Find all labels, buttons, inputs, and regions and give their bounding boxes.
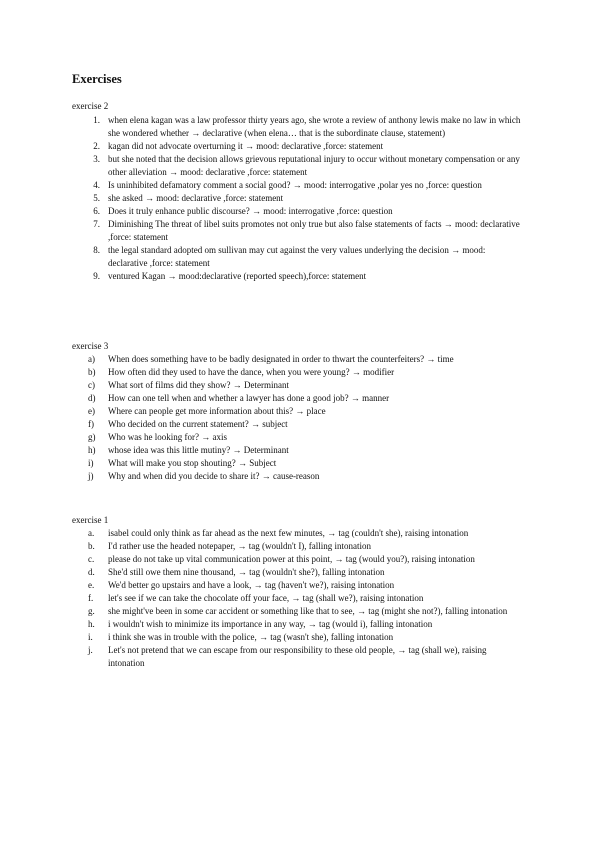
section-label-exercise-3: exercise 3 [72, 341, 109, 351]
list-item [72, 644, 524, 670]
item-text: What sort of films did they show? → Determinant [108, 380, 289, 390]
item-text: Diminishing The threat of libel suits promotes not only true but also false statements of facts → mood: declarative ,force: statement [108, 219, 520, 242]
item-text: Where can people get more information about this? → place [108, 406, 326, 416]
item-text: ventured Kagan → mood:declarative (reported speech),force: statement [108, 271, 367, 281]
item-letter: a) [88, 354, 95, 364]
list-item [72, 153, 524, 179]
list-item [72, 114, 524, 140]
item-text: How often did they used to have the dance, when you were young? → modifier [108, 367, 395, 377]
list-item [72, 631, 524, 644]
list-item [72, 270, 524, 283]
item-text: when elena kagan was a law professor thirty years ago, she wrote a review of anthony lewis make no law in which she wondered whether → declarative (when elena… that is the subordinate clause, statement) [108, 115, 521, 138]
item-letter: g) [88, 432, 96, 442]
list-item [72, 605, 524, 618]
item-letter: h. [88, 619, 95, 629]
item-number: 8. [93, 245, 100, 255]
item-text: let's see if we can take the chocolate off your face, → tag (shall we?), raising intonation [108, 593, 424, 603]
item-text: i wouldn't wish to minimize its importance in any way, → tag (would i), falling intonation [108, 619, 433, 629]
list-item [72, 553, 524, 566]
list-item [72, 418, 524, 431]
list-item [72, 431, 524, 444]
item-number: 4. [93, 180, 100, 190]
item-text: When does something have to be badly designated in order to thwart the counterfeiters? → time [108, 354, 454, 364]
item-letter: j. [88, 645, 93, 655]
item-letter: c) [88, 380, 95, 390]
list-item [72, 205, 524, 218]
list-item [72, 444, 524, 457]
list-item [72, 579, 524, 592]
item-text: Is uninhibited defamatory comment a social good? → mood: interrogative ,polar yes no ,force: question [108, 180, 482, 190]
item-text: please do not take up vital communication power at this point, → tag (would you?), raising intonation [108, 554, 475, 564]
item-text: She'd still owe them nine thousand, → tag (wouldn't she?), falling intonation [108, 567, 385, 577]
list-item [72, 179, 524, 192]
item-letter: i. [88, 632, 93, 642]
page-title: Exercises [72, 72, 122, 86]
item-number: 3. [93, 154, 100, 164]
exercise-1-list [72, 527, 524, 670]
list-item [72, 457, 524, 470]
section-label-exercise-2: exercise 2 [72, 101, 109, 111]
item-letter: b) [88, 367, 96, 377]
list-item [72, 218, 524, 244]
list-item [72, 540, 524, 553]
item-letter: j) [88, 471, 94, 481]
list-item [72, 566, 524, 579]
item-letter: i) [88, 458, 94, 468]
item-letter: d) [88, 393, 96, 403]
item-number: 9. [93, 271, 100, 281]
item-text: Let's not pretend that we can escape from our responsibility to these old people, → tag (shall we), raising intonation [108, 645, 487, 668]
item-text: I'd rather use the headed notepaper, → tag (wouldn't I), falling intonation [108, 541, 372, 551]
item-text: but she noted that the decision allows grievous reputational injury to occur without monetary compensation or any other alleviation → mood: declarative ,force: statement [108, 154, 520, 177]
item-text: Why and when did you decide to share it? → cause-reason [108, 471, 320, 481]
list-item [72, 392, 524, 405]
list-item [72, 244, 524, 270]
item-letter: a. [88, 528, 95, 538]
exercise-3-list [72, 353, 524, 483]
item-text: i think she was in trouble with the police, → tag (wasn't she), falling intonation [108, 632, 394, 642]
item-text: What will make you stop shouting? → Subject [108, 458, 277, 468]
item-text: kagan did not advocate overturning it → mood: declarative ,force: statement [108, 141, 384, 151]
item-letter: f) [88, 419, 94, 429]
item-text: she might've been in some car accident or something like that to see, → tag (might she not?), falling intonation [108, 606, 508, 616]
item-text: isabel could only think as far ahead as the next few minutes, → tag (couldn't she), raising intonation [108, 528, 469, 538]
list-item [72, 192, 524, 205]
item-letter: b. [88, 541, 95, 551]
list-item [72, 140, 524, 153]
item-number: 7. [93, 219, 100, 229]
item-text: she asked → mood: declarative ,force: statement [108, 193, 284, 203]
exercise-2-list [72, 114, 524, 283]
list-item [72, 353, 524, 366]
item-letter: e. [88, 580, 95, 590]
item-text: Who decided on the current statement? → subject [108, 419, 288, 429]
item-letter: f. [88, 593, 94, 603]
item-number: 1. [93, 115, 100, 125]
list-item [72, 592, 524, 605]
section-label-exercise-1: exercise 1 [72, 515, 109, 525]
item-text: We'd better go upstairs and have a look, → tag (haven't we?), raising intonation [108, 580, 395, 590]
item-letter: c. [88, 554, 95, 564]
item-number: 2. [93, 141, 100, 151]
item-text: the legal standard adopted om sullivan may cut against the very values underlying the decision → mood: declarative ,force: statement [108, 245, 486, 268]
list-item [72, 527, 524, 540]
list-item [72, 379, 524, 392]
item-number: 6. [93, 206, 100, 216]
list-item [72, 366, 524, 379]
item-letter: g. [88, 606, 95, 616]
item-number: 5. [93, 193, 100, 203]
list-item [72, 470, 524, 483]
item-letter: e) [88, 406, 95, 416]
item-letter: d. [88, 567, 95, 577]
list-item [72, 405, 524, 418]
list-item [72, 618, 524, 631]
item-text: How can one tell when and whether a lawyer has done a good job? → manner [108, 393, 390, 403]
item-letter: h) [88, 445, 96, 455]
item-text: Who was he looking for? → axis [108, 432, 227, 442]
item-text: Does it truly enhance public discourse? → mood: interrogative ,force: question [108, 206, 393, 216]
item-text: whose idea was this little mutiny? → Determinant [108, 445, 289, 455]
